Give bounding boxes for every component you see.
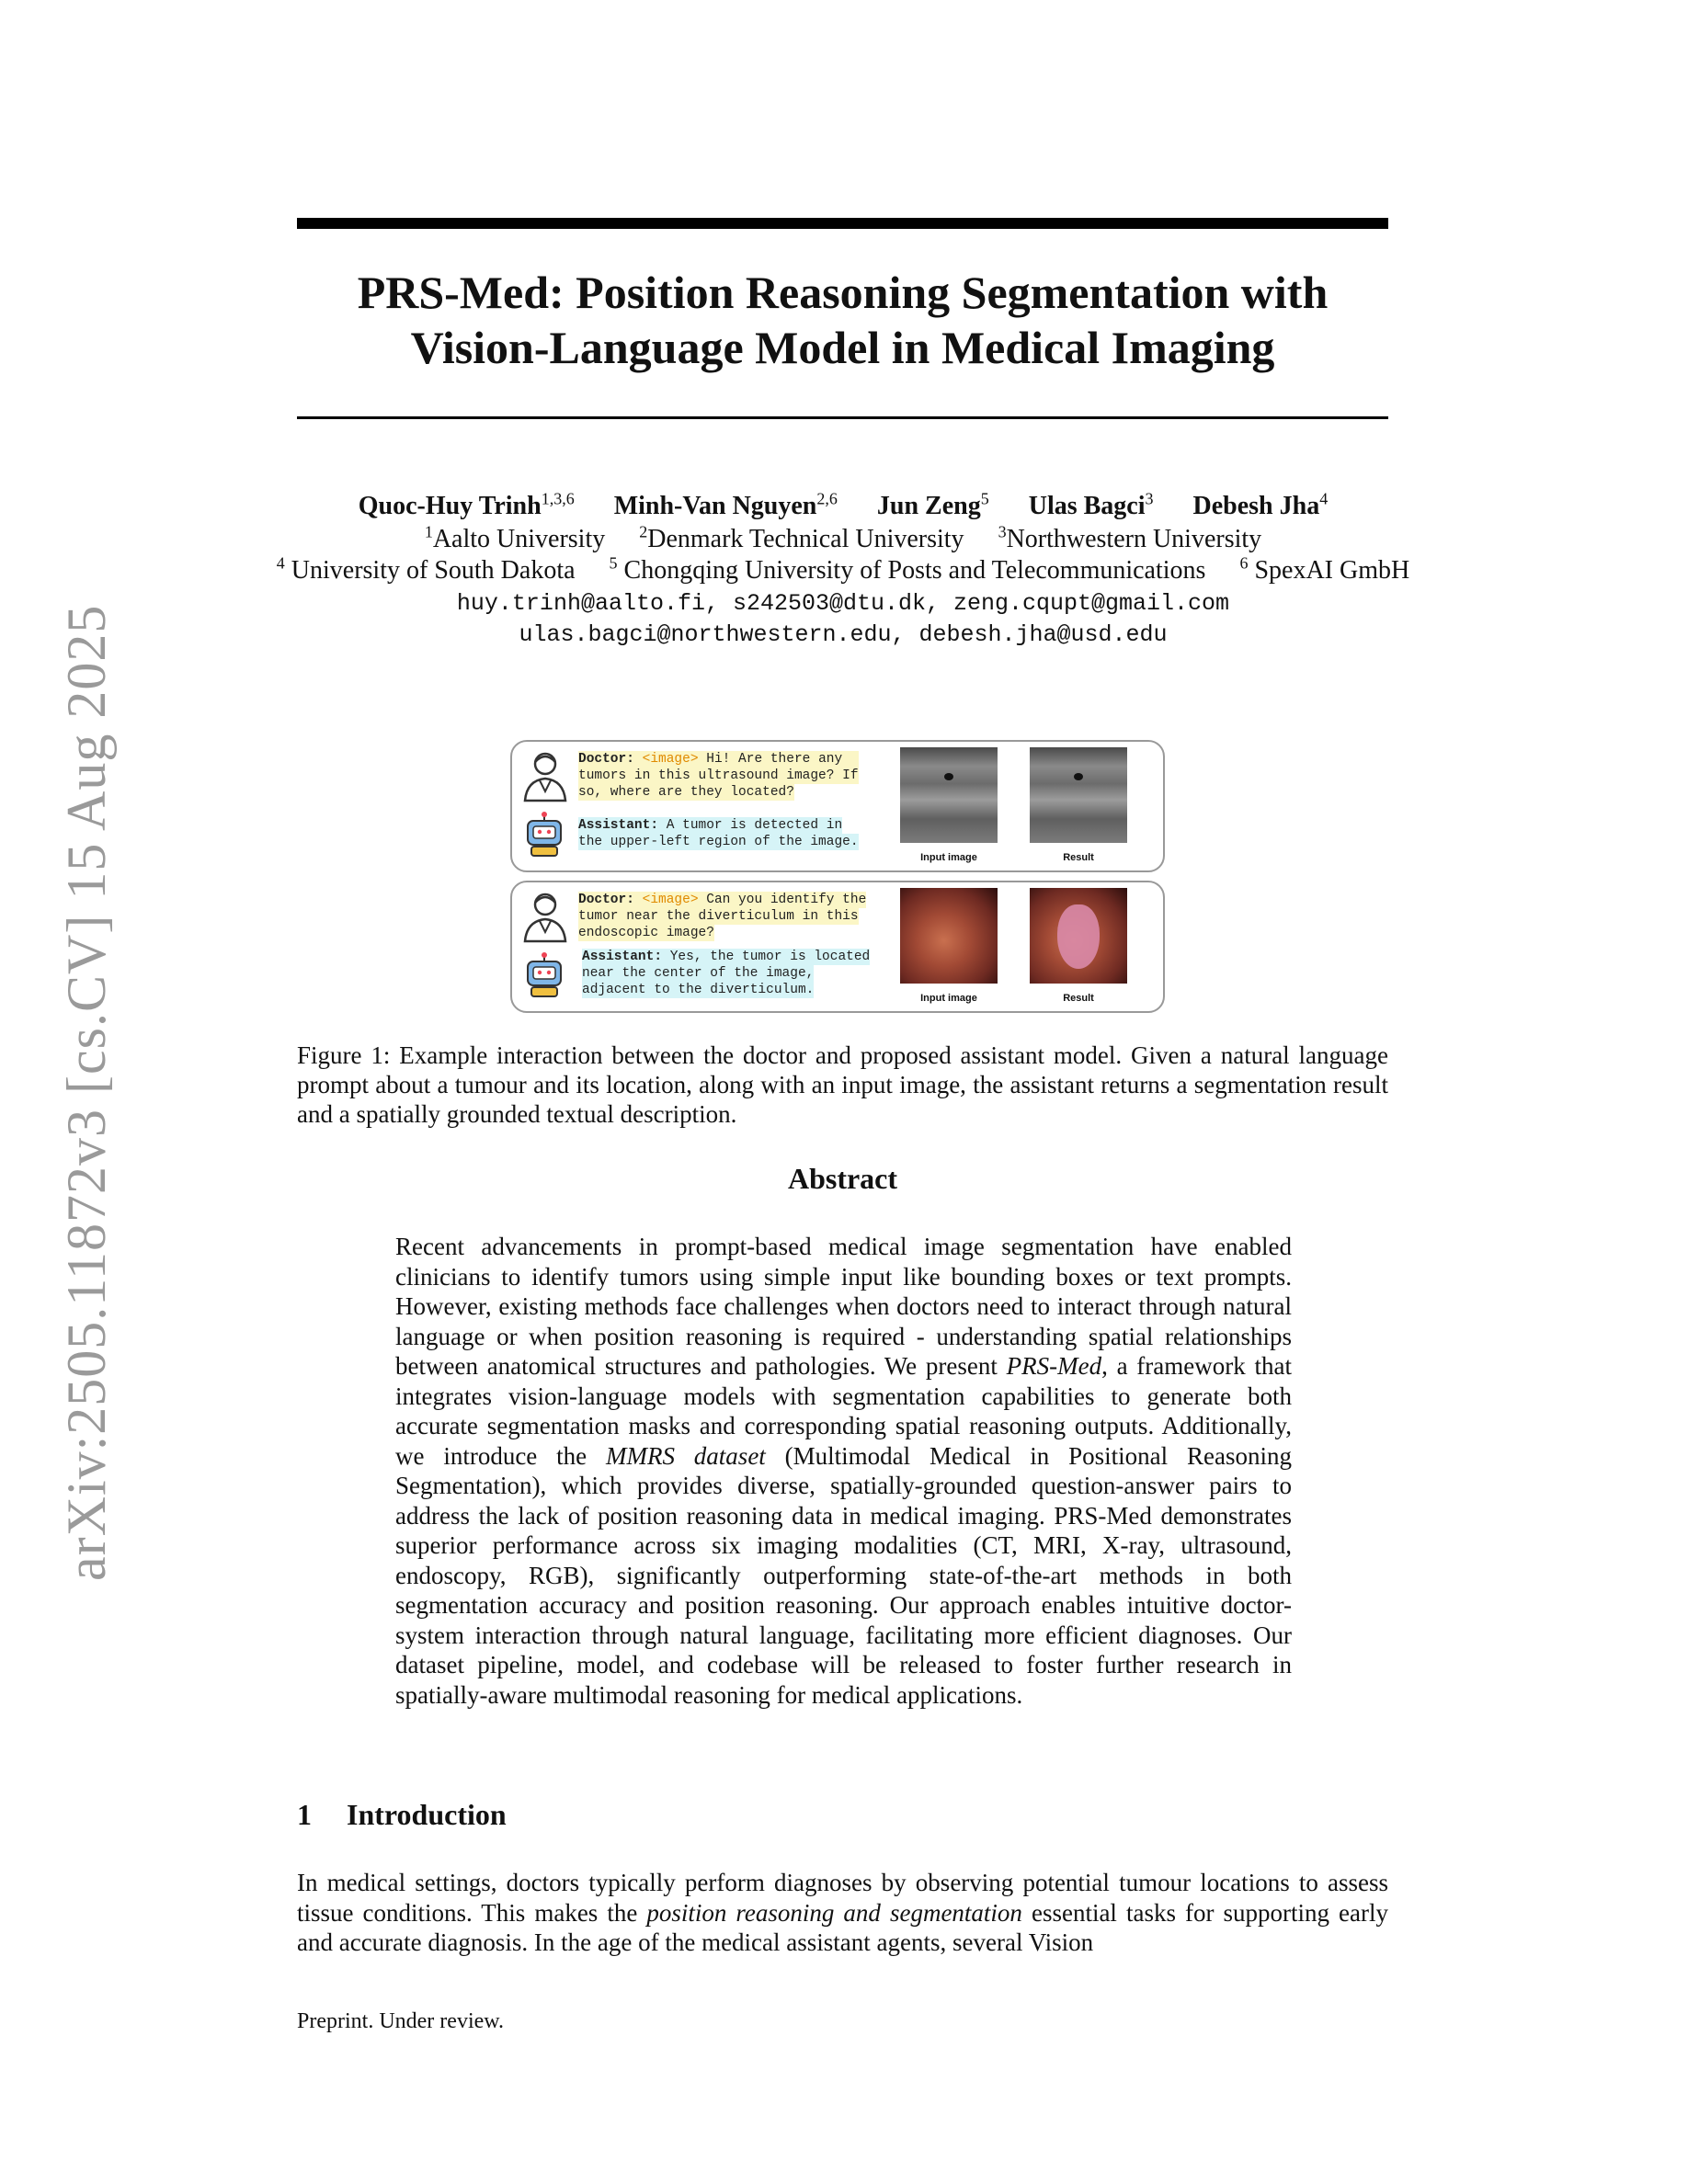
emails-line-2: ulas.bagci@northwestern.edu, debesh.jha@usd.edu <box>519 621 1168 648</box>
doctor-text: tumor near the diverticulum in this <box>578 909 859 924</box>
affil-number: 4 <box>276 553 285 573</box>
author-name: Quoc-Huy Trinh <box>358 492 542 520</box>
doctor-icon <box>521 890 569 943</box>
author-list <box>184 491 1502 522</box>
affiliations-line-1 <box>184 524 1502 555</box>
affil-name: Denmark Technical University <box>647 525 964 553</box>
assistant-label: Assistant: <box>582 950 663 964</box>
doctor-text: Hi! Are there any <box>698 752 843 767</box>
assistant-text: adjacent to the diverticulum. <box>582 983 815 997</box>
doctor-icon <box>521 749 569 802</box>
abstract-heading: Abstract <box>787 1162 898 1195</box>
abstract-text: (Multimodal Medical in Positional Reasoning Segmentation), which provides diverse, spatially-grounded question-answer pairs to address the lack of position reasoning data in medical imaging. PRS-Med demonstrates superior performance across six imaging modalities (CT, MRI, X-ray, ultrasound, endoscopy, RGB), significantly outperforming state-of-the-art methods in both segmentation accuracy and position reasoning. Our approach enables intuitive doctor-system interaction through natural language, facilitating more efficient diagnoses. Our dataset pipeline, model, and codebase will be released to foster further research in spatially-aware multimodal reasoning for medical applications. <box>395 1441 1293 1709</box>
introduction-body <box>297 1868 1388 1958</box>
result-label: Result <box>1063 852 1094 863</box>
affiliations-line-2 <box>184 555 1502 586</box>
doctor-label: Doctor: <box>578 893 634 907</box>
section-heading <box>297 1798 507 1832</box>
section-number: 1 <box>297 1798 312 1831</box>
doctor-label: Doctor: <box>578 752 634 767</box>
affil-name: Chongqing University of Posts and Telecommunications <box>617 556 1206 585</box>
figure-caption: Figure 1: Example interaction between the doctor and proposed assistant model. Given a natural language prompt about a tumour and its location, along with an input image, the assistant returns a segmentation result and a spatially grounded textual description. <box>297 1041 1388 1128</box>
author-name: Jun Zeng <box>876 492 981 520</box>
figure-panel-endoscopy <box>510 881 1165 1013</box>
doctor-message <box>578 892 866 941</box>
assistant-text: A tumor is detected in <box>658 818 843 833</box>
affil-name: SpexAI GmbH <box>1248 556 1410 585</box>
abstract-text: Recent advancements in prompt-based medical image segmentation have enabled clinicians to identify tumors using simple input like bounding boxes or text prompts. However, existing methods face challenges when doctors need to interact through natural language or when position reasoning is required - understanding spatial relationships between anatomical structures and pathologies. We present <box>395 1233 1292 1380</box>
doctor-text: Can you identify the <box>698 893 867 907</box>
intro-text: essential tasks for supporting early and accurate diagnosis. In the age of the medical assistant agents, several Vision <box>297 1898 1388 1956</box>
doctor-text: so, where are they located? <box>578 785 794 800</box>
author-name: Debesh Jha <box>1192 492 1320 520</box>
intro-emphasis: position reasoning and segmentation <box>646 1898 1022 1927</box>
title-rule-bottom <box>297 416 1388 419</box>
assistant-text: Yes, the tumor is located <box>662 950 871 964</box>
section-title: Introduction <box>347 1798 507 1831</box>
assistant-text: near the center of the image, <box>582 966 815 981</box>
result-label: Result <box>1063 993 1094 1004</box>
author-affil: 1,3,6 <box>541 489 575 508</box>
assistant-message <box>578 817 859 850</box>
affil-number: 2 <box>639 522 648 541</box>
paper-title <box>297 265 1388 375</box>
affil-number: 5 <box>609 553 618 573</box>
assistant-text: the upper-left region of the image. <box>578 835 859 849</box>
affil-number: 6 <box>1239 553 1249 573</box>
affil-name: Aalto University <box>432 525 606 553</box>
doctor-text: tumors in this ultrasound image? If <box>578 768 859 783</box>
robot-icon <box>523 952 565 998</box>
arxiv-identifier: arXiv:2505.11872v3 [cs.CV] 15 Aug 2025 <box>56 604 117 1581</box>
assistant-label: Assistant: <box>578 818 659 833</box>
endoscopy-result-image <box>1030 888 1127 984</box>
robot-icon <box>523 812 565 858</box>
ultrasound-input-image <box>900 747 998 843</box>
input-image-label: Input image <box>920 852 977 863</box>
doctor-text: endoscopic image? <box>578 926 714 940</box>
footer-note: Preprint. Under review. <box>297 2009 505 2033</box>
affil-number: 3 <box>998 522 1007 541</box>
endoscopy-input-image <box>900 888 998 984</box>
figure-panel-ultrasound <box>510 740 1165 872</box>
abstract-emphasis: MMRS dataset <box>605 1441 766 1470</box>
author-name: Minh-Van Nguyen <box>613 492 817 520</box>
intro-text: In medical settings, doctors typically perform diagnoses by observing potential tumour locations to assess tissue conditions. This makes the <box>297 1869 1388 1927</box>
title-line-1: PRS-Med: Position Reasoning Segmentation with <box>357 267 1329 318</box>
author-affil: 3 <box>1145 489 1154 508</box>
assistant-message <box>582 949 870 998</box>
author-affil: 5 <box>980 489 989 508</box>
ultrasound-result-image <box>1030 747 1127 843</box>
affil-name: Northwestern University <box>1006 525 1262 553</box>
author-affil: 4 <box>1319 489 1329 508</box>
image-tag: <image> <box>642 752 699 767</box>
input-image-label: Input image <box>920 993 977 1004</box>
affil-number: 1 <box>424 522 433 541</box>
affil-name: University of South Dakota <box>284 556 576 585</box>
abstract-emphasis: PRS-Med <box>1006 1352 1102 1380</box>
author-affil: 2,6 <box>816 489 838 508</box>
title-rule-top <box>297 218 1388 229</box>
image-tag: <image> <box>642 893 699 907</box>
emails-line-1: huy.trinh@aalto.fi, s242503@dtu.dk, zeng.cqupt@gmail.com <box>456 590 1230 617</box>
title-line-2: Vision-Language Model in Medical Imaging <box>410 322 1275 373</box>
doctor-message <box>578 751 859 801</box>
author-name: Ulas Bagci <box>1028 492 1146 520</box>
abstract-body <box>395 1232 1292 1710</box>
abstract-text: , a framework that integrates vision-language models with segmentation capabilities to generate both accurate segmentation masks and corresponding spatial reasoning outputs. Additionally, we introduce the <box>395 1352 1292 1470</box>
